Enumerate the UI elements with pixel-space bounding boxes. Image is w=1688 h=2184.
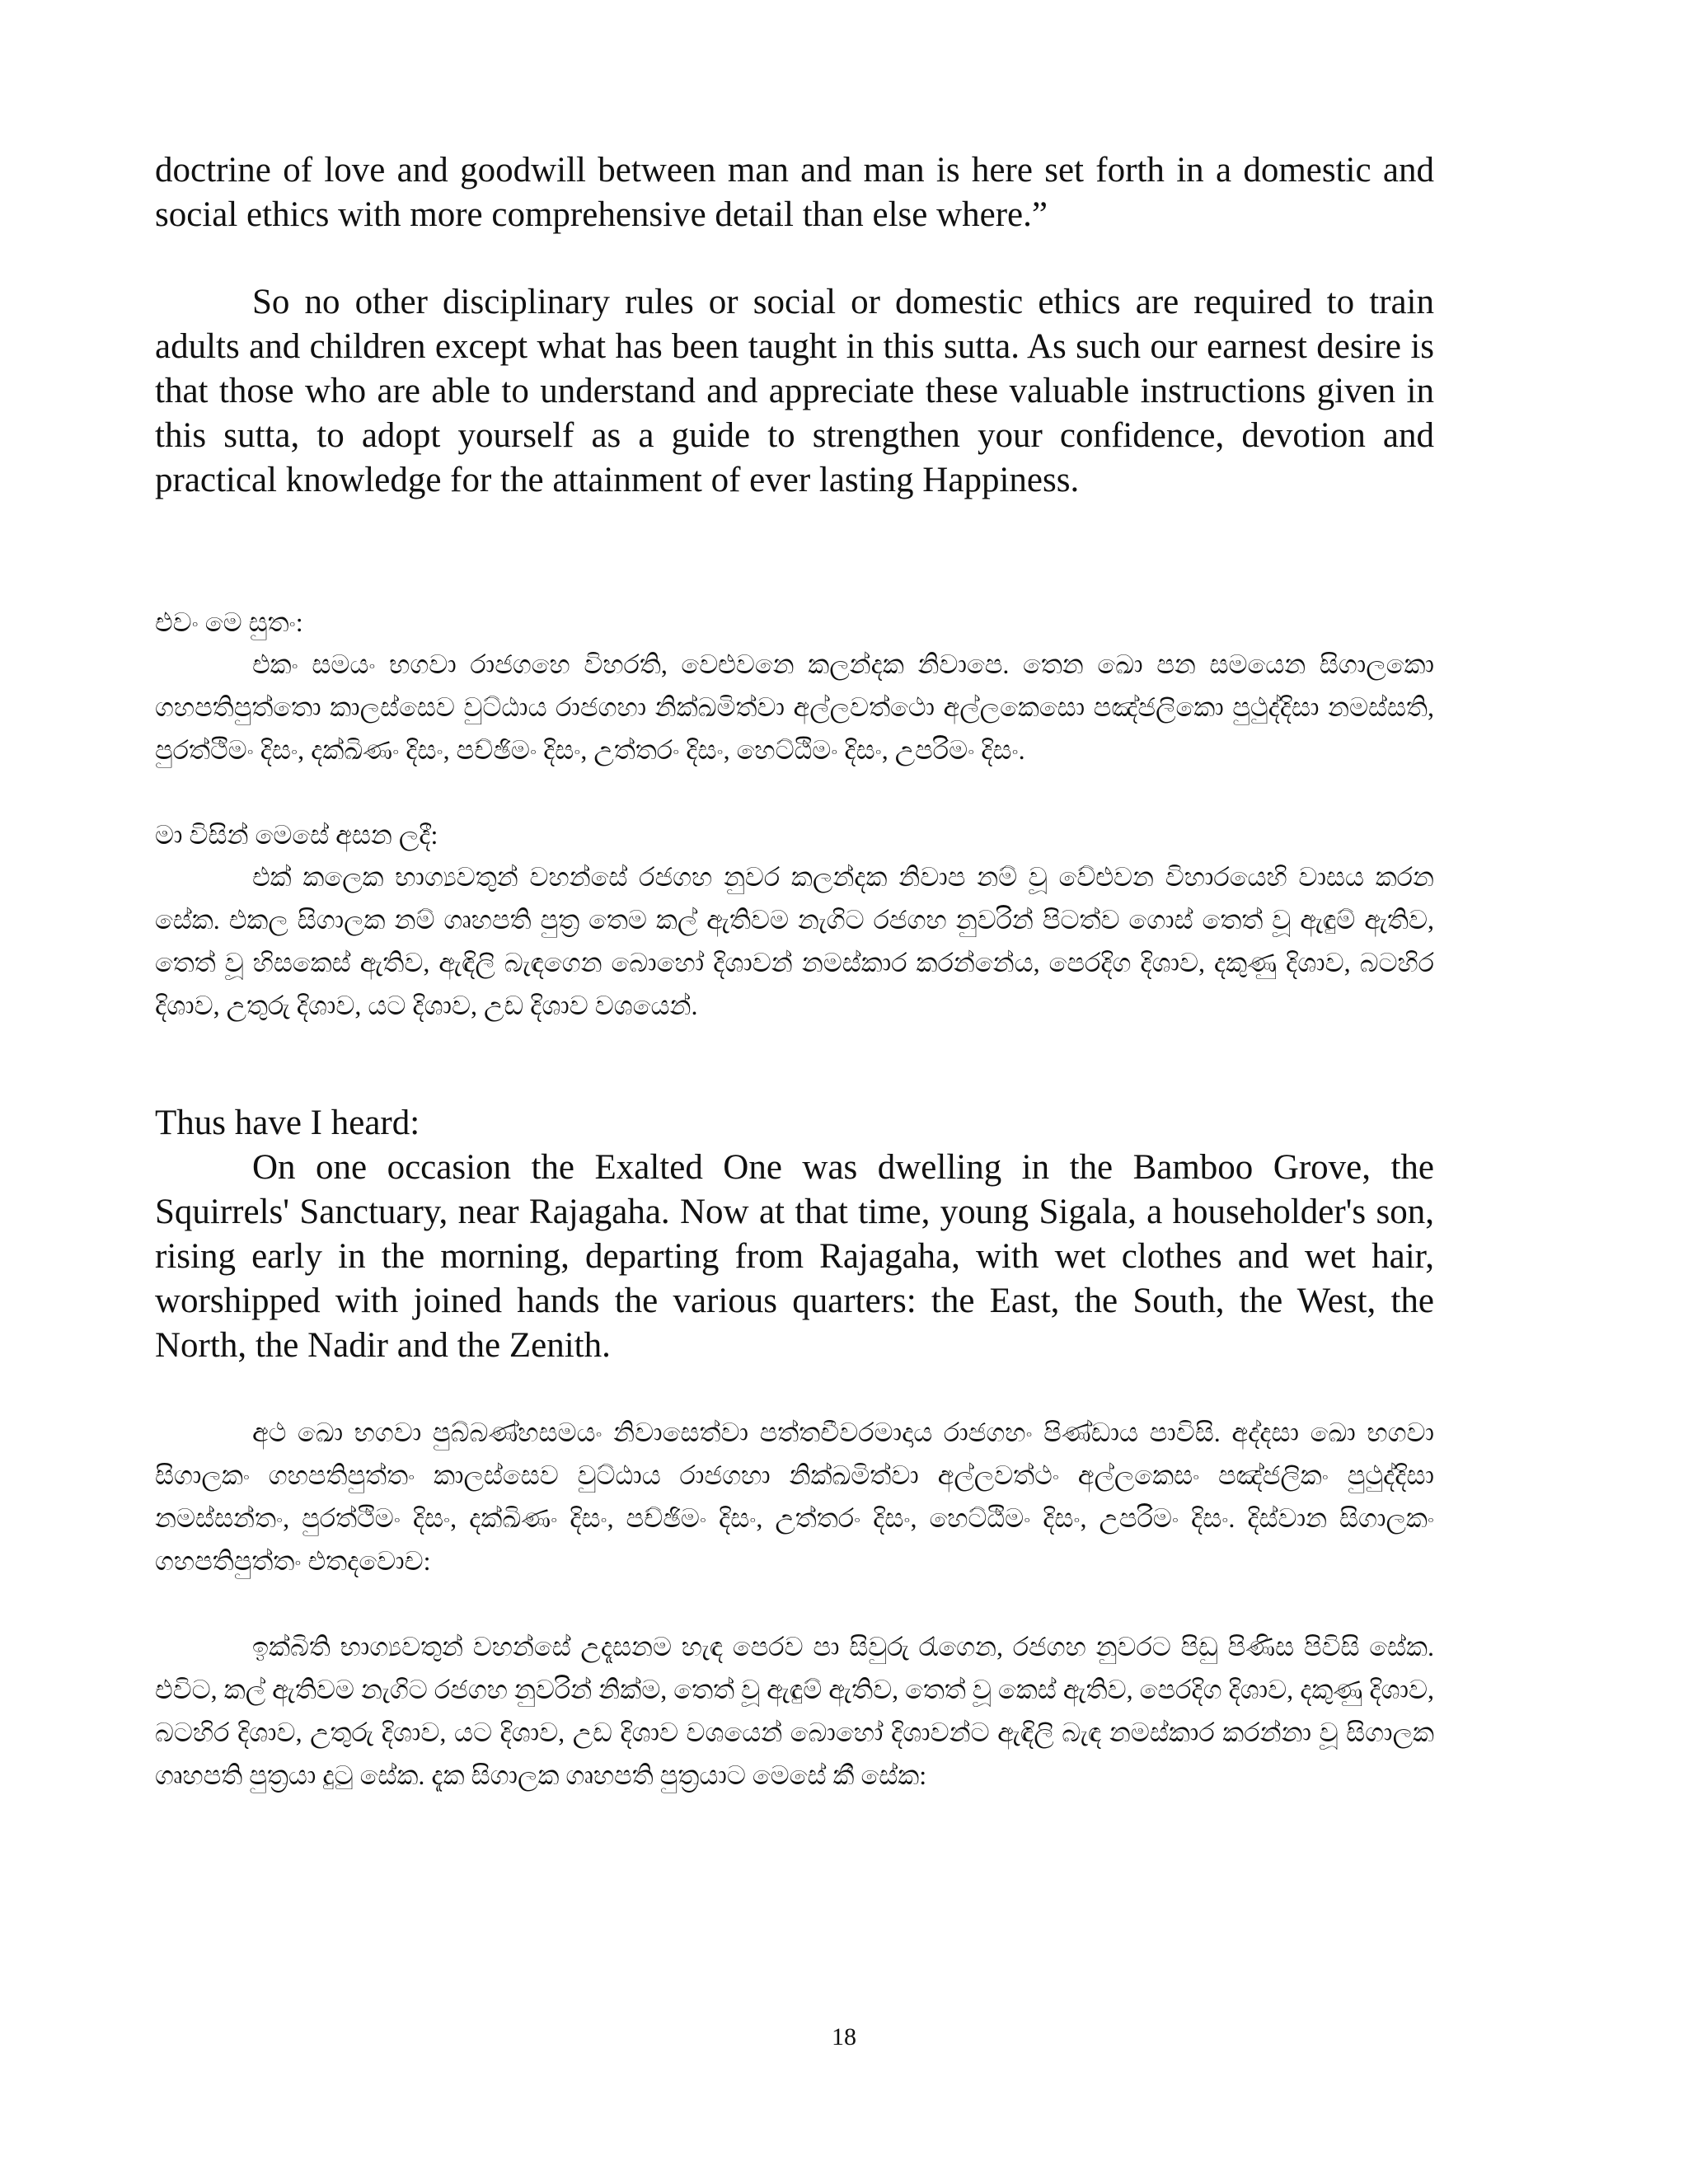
- spacer: [155, 1582, 1434, 1625]
- spacer: [155, 1027, 1434, 1101]
- spacer: [155, 1368, 1434, 1411]
- page-content: [155, 148, 1434, 1797]
- pali-heading: එවං මෙ සුතං:: [155, 607, 303, 637]
- sinhala-paragraph: එක් කලෙක භාග්‍යවතුන් වහන්සේ රජගහ නුවර කලන්දක නිවාප නම් වූ වේළුවන විහාරයෙහි වාසය කරන සේක. එකල සිගාලක නම් ගෘහපති පුත්‍ර තෙම කල් ඇතිවම නැගිට රජගහ නුවරින් පිටත්ව ගොස් තෙත් වූ ඇඳුම් ඇතිව, තෙත් වූ හිසකෙස් ඇතිව, ඇඳිලි බැඳගෙන බොහෝ දිශාවන් නමස්කාර කරන්නේය, පෙරදිග දිශාව, දකුණු දිශාව, බටහිර දිශාව, උතුරු දිශාව, යට දිශාව, උඩ දිශාව වශයෙන්.: [155, 862, 1434, 1020]
- pali-paragraph-2: අථ ඛො භගවා පුබ්බණ්හසමයං නිවාසෙත්වා පත්තචීවරමාදාය රාජගහං පිණ්ඩාය පාවිසි. අද්දසා ඛො භගවා සිගාලකං ගහපතිපුත්තං කාලස්සෙව වුට්ඨාය රාජගහා නික්ඛමිත්වා අල්ලවත්ථං අල්ලකෙසං පඤ්ජලිකං පුථුද්දිසා නමස්සන්තං, පුරත්ථිමං දිසං, දක්ඛිණං දිසං, පච්ඡිමං දිසං, උත්තරං දිසං, හෙට්ඨිමං දිසං, උපරිමං දිසං. දිස්වාන සිගාලකං ගහපතිපුත්තං එතදවොච:: [155, 1418, 1434, 1576]
- intro-paragraph: doctrine of love and goodwill between man and man is here set forth in a domestic and social ethics with more comprehensive detail than else where.”: [155, 151, 1434, 234]
- pali-paragraph: එකං සමයං භගවා රාජගහෙ විහරති, වෙළුවනෙ කලන්දක නිවාපෙ. තෙන ඛො පන සමයෙන සිගාලකො ගහපතිපුත්තො කාලස්සෙව වුට්ඨාය රාජගහා නික්ඛමිත්වා අල්ලවත්ථො අල්ලකෙසො පඤ්ජලිකො පුථුද්දිසා නමස්සති, පුරත්ථිමං දිසං, දක්ඛිණං දිසං, පච්ඡිමං දිසං, උත්තරං දිසං, හෙට්ඨිමං දිසං, උපරිමං දිසං.: [155, 649, 1434, 765]
- english-heading: Thus have I heard:: [155, 1104, 420, 1142]
- sinhala-heading: මා විසින් මෙසේ අසන ලදී:: [155, 820, 438, 850]
- sinhala-paragraph-2: ඉක්බිති භාග්‍යවතුන් වහන්සේ උදෑසනම හැඳ පෙරව පා සිවුරු රැගෙන, රජගහ නුවරට පිඩු පිණිස පිවිසි සේක. එවිට, කල් ඇතිවම නැගිට රජගහ නුවරින් නික්ම, තෙත් වූ ඇඳුම් ඇතිව, තෙත් වූ කෙස් ඇතිව, පෙරදිග දිශාව, දකුණු දිශාව, බටහිර දිශාව, උතුරු දිශාව, යට දිශාව, උඩ දිශාව වශයෙන් බොහෝ දිශාවන්ට ඇඳිලි බැඳ නමස්කාර කරන්නා වූ සිගාලක ගෘහපති පුත්‍රයා දුටු සේක. දැක සිගාලක ගෘහපති පුත්‍රයාට මෙසේ කී සේක:: [155, 1632, 1434, 1790]
- spacer: [155, 503, 1434, 602]
- spacer: [155, 771, 1434, 814]
- body-paragraph: So no other disciplinary rules or social or domestic ethics are required to train adults and children except what has been taught in this sutta. As such our earnest desire is that those who are able to understand and appreciate these valuable instructions given in this sutta, to adopt yourself as a guide to strengthen your confidence, devotion and practical knowledge for the attainment of ever lasting Happiness.: [155, 283, 1434, 499]
- page-number: 18: [832, 2023, 856, 2050]
- spacer: [155, 237, 1434, 280]
- english-paragraph: On one occasion the Exalted One was dwelling in the Bamboo Grove, the Squirrels' Sanctuary, near Rajagaha. Now at that time, young Sigala, a householder's son, rising early in the morning, departing from Rajagaha, with wet clothes and wet hair, worshipped with joined hands the various quarters: the East, the South, the West, the North, the Nadir and the Zenith.: [155, 1148, 1434, 1365]
